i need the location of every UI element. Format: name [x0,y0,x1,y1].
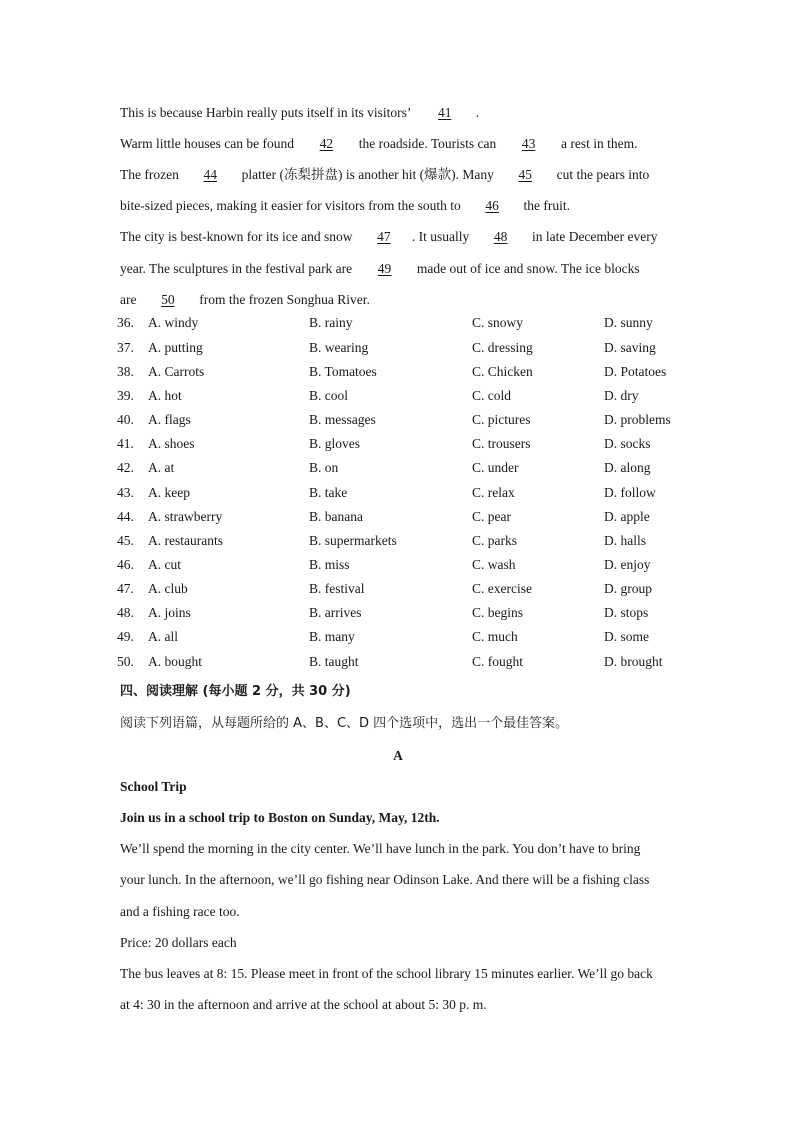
blank-45: 45 [518,167,533,182]
option-a: A. club [148,581,188,596]
option-row [117,654,676,670]
passage-text: the fruit. [520,198,571,213]
question-number: 37. [117,340,134,355]
blank-49: 49 [377,261,392,276]
option-a: A. joins [148,605,191,620]
option-row [117,533,676,549]
passage-text: cut the pears into [553,167,650,182]
question-number: 40. [117,412,134,427]
option-c: C. under [472,460,519,475]
option-c: C. begins [472,605,524,620]
option-b: B. arrives [309,605,362,620]
option-b: B. rainy [309,315,353,330]
option-a: A. shoes [148,436,195,451]
option-row [117,509,676,525]
question-number: 46. [117,557,134,572]
question-number: 44. [117,509,134,524]
option-row [117,315,676,331]
question-number: 50. [117,654,134,669]
question-number: 39. [117,388,134,403]
passage-text: year. The sculptures in the festival park are [120,261,356,276]
question-number: 48. [117,605,134,620]
option-row [117,581,676,597]
passage-text: are [120,292,140,307]
option-d: D. saving [604,340,656,355]
option-d: D. dry [604,388,639,403]
option-a: A. bought [148,654,202,669]
question-number: 47. [117,581,134,596]
reading-text: at 4: 30 in the afternoon and arrive at the school at about 5: 30 p. m. [120,997,487,1012]
passage-line-4 [120,198,570,214]
option-a: A. cut [148,557,181,572]
passage-text: Warm little houses can be found [120,136,298,151]
passage-line-1 [120,105,479,121]
option-d: D. along [604,460,651,475]
question-number: 41. [117,436,134,451]
section-heading: 四、阅读理解 (每小题 2 分，共 30 分) [120,684,351,699]
option-a: A. strawberry [148,509,223,524]
question-number: 49. [117,629,134,644]
option-a: A. putting [148,340,203,355]
option-d: D. problems [604,412,671,427]
reading-text: The bus leaves at 8: 15. Please meet in front of the school library 15 minutes earlier. We’ll go back [120,966,653,981]
passage-text: platter (冻梨拼盘) is another hit (爆款). Many [238,167,498,182]
option-a: A. restaurants [148,533,223,548]
blank-41: 41 [437,105,452,120]
option-row [117,605,676,621]
option-c: C. pear [472,509,511,524]
option-a: A. flags [148,412,191,427]
passage-text: This is because Harbin really puts itself in its visitors’ [120,105,414,120]
question-number: 42. [117,460,134,475]
option-b: B. take [309,485,348,500]
passage-text: The frozen [120,167,183,182]
option-a: A. Carrots [148,364,205,379]
option-a: A. hot [148,388,182,403]
option-d: D. group [604,581,652,596]
option-c: C. wash [472,557,516,572]
option-row [117,629,676,645]
option-b: B. gloves [309,436,361,451]
question-number: 45. [117,533,134,548]
passage-line-5 [120,229,658,245]
reading-title: School Trip [120,779,187,794]
option-b: B. taught [309,654,359,669]
option-a: A. all [148,629,178,644]
option-c: C. cold [472,388,511,403]
option-b: B. wearing [309,340,369,355]
option-row [117,340,676,356]
option-c: C. fought [472,654,524,669]
option-row [117,388,676,404]
question-number: 43. [117,485,134,500]
question-number: 38. [117,364,134,379]
option-b: B. messages [309,412,376,427]
option-a: A. keep [148,485,190,500]
blank-42: 42 [319,136,334,151]
reading-text: We’ll spend the morning in the city center. We’ll have lunch in the park. You don’t have to bring [120,841,641,856]
blank-47: 47 [377,229,391,244]
option-a: A. at [148,460,175,475]
option-row [117,412,676,428]
passage-line-6 [120,261,640,277]
option-d: D. apple [604,509,650,524]
passage-text: the roadside. Tourists can [355,136,500,151]
option-c: C. trousers [472,436,531,451]
passage-text: bite-sized pieces, making it easier for visitors from the south to [120,198,465,213]
blank-44: 44 [203,167,217,182]
option-d: D. stops [604,605,649,620]
blank-46: 46 [485,198,499,213]
part-label: A [393,748,403,763]
option-c: C. Chicken [472,364,533,379]
option-c: C. parks [472,533,517,548]
blank-50: 50 [161,292,175,307]
passage-text: from the frozen Songhua River. [195,292,370,307]
option-c: C. relax [472,485,515,500]
option-d: D. enjoy [604,557,651,572]
option-d: D. brought [604,654,663,669]
option-b: B. miss [309,557,350,572]
option-c: C. dressing [472,340,533,355]
option-b: B. on [309,460,339,475]
option-d: D. some [604,629,649,644]
passage-text: The city is best-known for its ice and snow [120,229,356,244]
passage-line-3 [120,167,649,183]
option-b: B. many [309,629,355,644]
reading-price: Price: 20 dollars each [120,935,237,950]
option-row [117,485,676,501]
passage-text: made out of ice and snow. The ice blocks [413,261,640,276]
option-row [117,557,676,573]
option-c: C. exercise [472,581,532,596]
passage-text: in late December every [528,229,658,244]
option-c: C. much [472,629,518,644]
option-b: B. festival [309,581,365,596]
option-d: D. sunny [604,315,653,330]
reading-text: your lunch. In the afternoon, we’ll go fishing near Odinson Lake. And there will be a fishing class [120,872,650,887]
section-instruction: 阅读下列语篇，从每题所给的 A、B、C、D 四个选项中，选出一个最佳答案。 [120,716,569,731]
option-row [117,460,676,476]
option-d: D. socks [604,436,651,451]
option-b: B. supermarkets [309,533,397,548]
option-c: C. pictures [472,412,531,427]
option-b: B. banana [309,509,363,524]
question-number: 36. [117,315,134,330]
option-c: C. snowy [472,315,524,330]
option-d: D. halls [604,533,646,548]
option-d: D. Potatoes [604,364,667,379]
passage-text: a rest in them. [557,136,638,151]
reading-subtitle: Join us in a school trip to Boston on Sunday, May, 12th. [120,810,440,825]
option-a: A. windy [148,315,199,330]
passage-text: . [475,105,480,120]
option-b: B. cool [309,388,348,403]
passage-text: . It usually [411,229,473,244]
option-row [117,364,676,380]
blank-48: 48 [493,229,508,244]
option-d: D. follow [604,485,656,500]
option-row [117,436,676,452]
option-b: B. Tomatoes [309,364,377,379]
passage-line-7 [120,292,370,308]
passage-line-2 [120,136,638,152]
reading-text: and a fishing race too. [120,904,240,919]
blank-43: 43 [521,136,536,151]
